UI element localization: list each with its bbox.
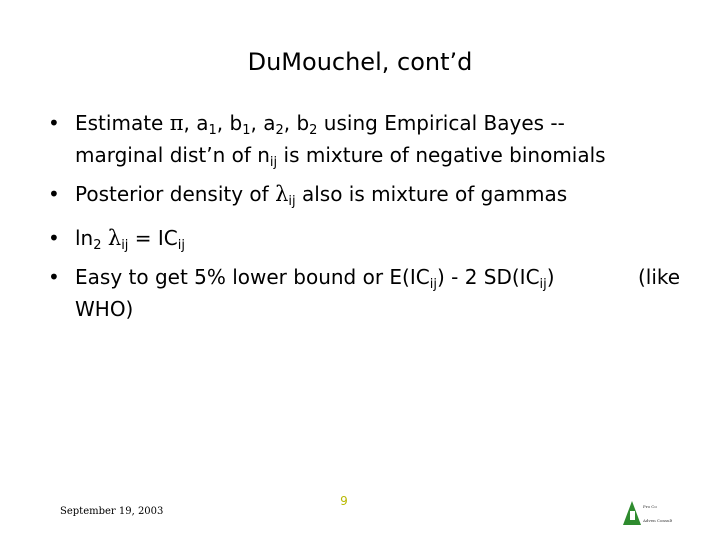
bullet-text <box>75 262 555 292</box>
subscript: ij <box>288 194 296 209</box>
text-run: Easy to get 5% lower bound or E(IC <box>75 265 430 289</box>
pi-symbol: π <box>169 111 184 135</box>
subscript: 2 <box>309 123 318 138</box>
footer-date: September 19, 2003 <box>60 506 164 517</box>
subscript: ij <box>539 277 547 292</box>
lambda-symbol: λ <box>107 226 122 250</box>
text-run: , a <box>250 111 276 135</box>
subscript: ij <box>269 155 278 170</box>
bullet-text <box>75 179 567 209</box>
text-run: Posterior density of <box>75 182 276 206</box>
logo-line2: Adven Consult <box>643 518 672 523</box>
lambda-symbol: λ <box>275 182 289 206</box>
logo-line1: Pro Co <box>643 504 657 509</box>
text-run: Estimate <box>75 111 170 135</box>
bullet-text <box>75 223 185 253</box>
bullet-dot: • <box>48 226 60 250</box>
bullet-text <box>75 140 606 170</box>
subscript: 1 <box>208 123 217 138</box>
bullet-text: WHO) <box>75 297 134 321</box>
text-run: , b <box>216 111 243 135</box>
tree-logo-icon <box>622 500 672 526</box>
text-run: ) - 2 SD(IC <box>436 265 540 289</box>
bullet-dot: • <box>48 182 60 206</box>
text-run: using Empirical Bayes -- <box>317 111 565 135</box>
bullet-dot: • <box>48 111 60 135</box>
logo-letter-bar <box>630 511 635 520</box>
text-run: , a <box>183 111 209 135</box>
subscript: ij <box>121 238 129 253</box>
text-run: = IC <box>128 226 178 250</box>
subscript: 1 <box>242 123 251 138</box>
bullet-dot: • <box>48 265 60 289</box>
text-run: also is mixture of gammas <box>295 182 568 206</box>
bullet-like-text: (like <box>638 265 681 289</box>
slide-title: DuMouchel, cont’d <box>247 48 473 76</box>
subscript: ij <box>429 277 437 292</box>
bullet-text <box>75 108 565 138</box>
subscript: 2 <box>93 238 102 253</box>
page-number: 9 <box>340 494 348 508</box>
text-run: marginal dist’n of n <box>75 143 270 167</box>
text-run: , b <box>283 111 310 135</box>
text-run: ) <box>546 265 555 289</box>
subscript: 2 <box>275 123 284 138</box>
text-run: is mixture of negative binomials <box>277 143 606 167</box>
text-run: ln <box>75 226 94 250</box>
subscript: ij <box>177 238 185 253</box>
